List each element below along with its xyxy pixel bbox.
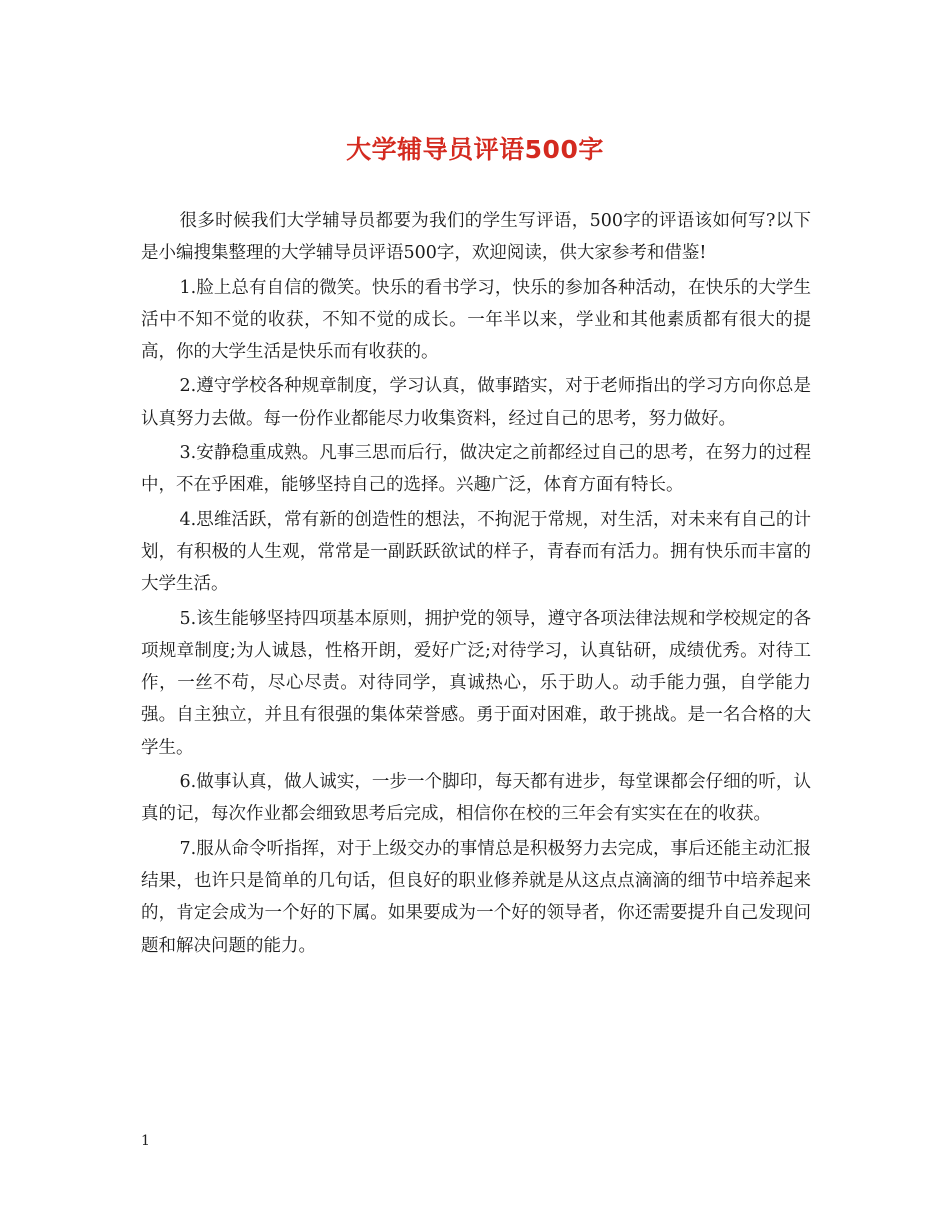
document-body — [141, 205, 811, 964]
comment-paragraph-2: 2.遵守学校各种规章制度，学习认真，做事踏实，对于老师指出的学习方向你总是认真努力去做。每一份作业都能尽力收集资料，经过自己的思考，努力做好。 — [141, 376, 811, 429]
comment-paragraph-3: 3.安静稳重成熟。凡事三思而后行，做决定之前都经过自己的思考，在努力的过程中，不在乎困难，能够坚持自己的选择。兴趣广泛，体育方面有特长。 — [141, 443, 811, 496]
comment-paragraph-6: 6.做事认真，做人诚实，一步一个脚印，每天都有进步，每堂课都会仔细的听，认真的记，每次作业都会细致思考后完成，相信你在校的三年会有实实在在的收获。 — [141, 772, 811, 825]
document-title: 大学辅导员评语500字 — [346, 135, 604, 164]
page-number: 1 — [141, 1133, 150, 1149]
intro-paragraph: 很多时候我们大学辅导员都要为我们的学生写评语，500字的评语该如何写?以下是小编搜集整理的大学辅导员评语500字，欢迎阅读，供大家参考和借鉴! — [141, 211, 811, 264]
comment-paragraph-7: 7.服从命令听指挥，对于上级交办的事情总是积极努力去完成，事后还能主动汇报结果，也许只是简单的几句话，但良好的职业修养就是从这点点滴滴的细节中培养起来的，肯定会成为一个好的下属。如果要成为一个好的领导者，你还需要提升自己发现问题和解决问题的能力。 — [141, 838, 811, 956]
comment-paragraph-4: 4.思维活跃，常有新的创造性的想法，不拘泥于常规，对生活，对未来有自己的计划，有积极的人生观，常常是一副跃跃欲试的样子，青春而有活力。拥有快乐而丰富的大学生活。 — [141, 509, 811, 595]
comment-paragraph-5: 5.该生能够坚持四项基本原则，拥护党的领导，遵守各项法律法规和学校规定的各项规章制度;为人诚恳，性格开朗，爱好广泛;对待学习，认真钻研，成绩优秀。对待工作，一丝不苟，尽心尽责。对待同学，真诚热心，乐于助人。动手能力强，自学能力强。自主独立，并且有很强的集体荣誉感。勇于面对困难，敢于挑战。是一名合格的大学生。 — [141, 608, 811, 758]
comment-paragraph-1: 1.脸上总有自信的微笑。快乐的看书学习，快乐的参加各种活动，在快乐的大学生活中不知不觉的收获，不知不觉的成长。一年半以来，学业和其他素质都有很大的提高，你的大学生活是快乐而有收获的。 — [141, 277, 811, 363]
